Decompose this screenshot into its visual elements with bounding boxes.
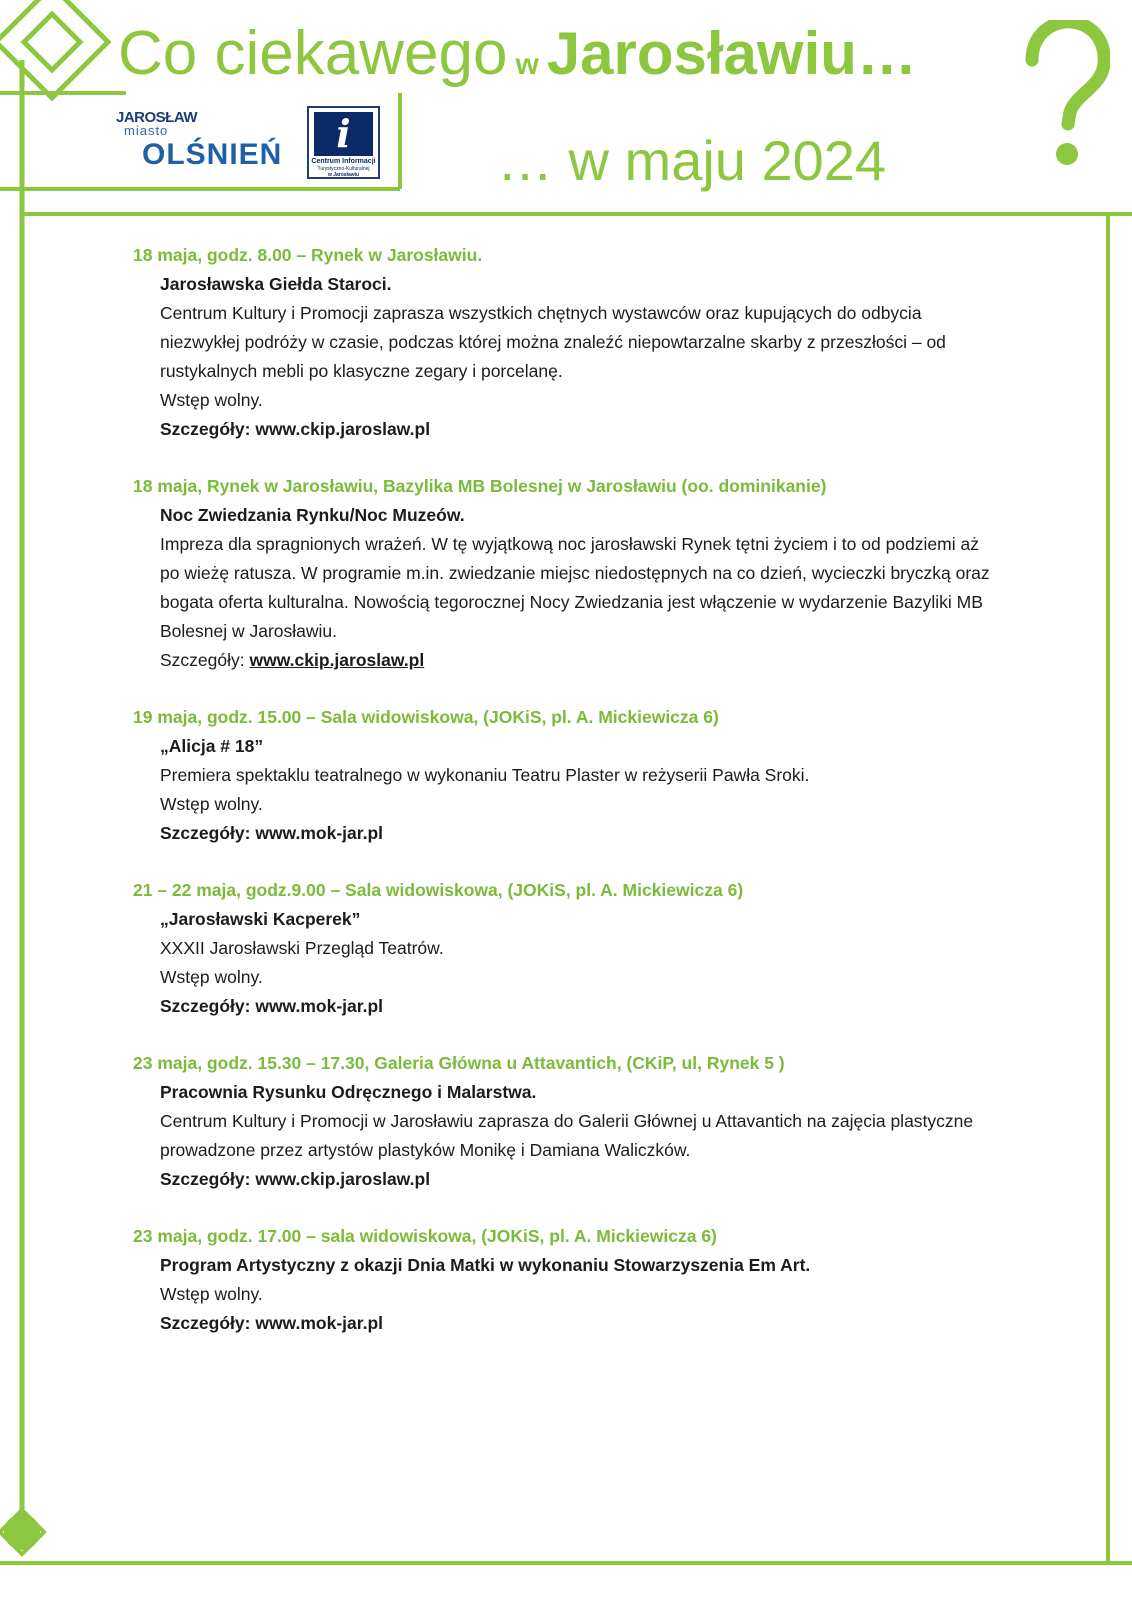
page-subtitle: … w maju 2024 xyxy=(497,129,887,192)
event-body xyxy=(133,270,993,444)
details-link[interactable]: www.ckip.jaroslaw.pl xyxy=(255,1169,431,1189)
city-logo-line2: miasto xyxy=(124,123,169,138)
event-description: Impreza dla spragnionych wrażeń. W tę wyjątkową noc jarosławski Rynek tętni życiem i to od podziemi aż po wieżę ratusza. W programie m.in. zwiedzanie miejsc niedostępnych na co dzień, wycieczki bryczką oraz bogata oferta kulturalna. Nowością tegorocznej Nocy Zwiedzania jest włączenie w wydarzenie Bazyliki MB Bolesnej w Jarosławiu. xyxy=(160,534,990,641)
details-link[interactable]: www.mok-jar.pl xyxy=(255,996,384,1016)
info-icon: i xyxy=(314,112,373,156)
event-header: 18 maja, godz. 8.00 – Rynek w Jarosławiu. xyxy=(133,245,483,265)
details-link[interactable]: www.mok-jar.pl xyxy=(255,823,384,843)
question-mark-icon xyxy=(1020,20,1110,170)
title-city: Jarosławiu… xyxy=(546,20,917,87)
event-header: 21 – 22 maja, godz.9.00 – Sala widowiskowa, (JOKiS, pl. A. Mickiewicza 6) xyxy=(133,880,744,900)
event-name: Program Artystyczny z okazji Dnia Matki w wykonaniu Stowarzyszenia Em Art. xyxy=(160,1255,811,1275)
event-name: Noc Zwiedzania Rynku/Noc Muzeów. xyxy=(160,505,465,525)
event-item xyxy=(133,472,993,675)
event-header: 23 maja, godz. 15.30 – 17.30, Galeria Główna u Attavantich, (CKiP, ul, Rynek 5 ) xyxy=(133,1053,785,1073)
event-item xyxy=(133,1222,993,1338)
details-link[interactable]: www.ckip.jaroslaw.pl xyxy=(255,419,431,439)
event-item xyxy=(133,241,993,444)
details-link[interactable]: www.ckip.jaroslaw.pl xyxy=(249,650,425,670)
event-body xyxy=(133,501,993,675)
event-details xyxy=(160,992,993,1021)
event-body xyxy=(133,1078,993,1194)
event-item xyxy=(133,876,993,1021)
event-name: „Alicja # 18” xyxy=(160,736,264,756)
event-name: „Jarosławski Kacperek” xyxy=(160,909,361,929)
details-label: Szczegóły: xyxy=(160,419,251,439)
event-body xyxy=(133,1251,993,1338)
details-label: Szczegóły: xyxy=(160,823,251,843)
event-description: XXXII Jarosławski Przegląd Teatrów. xyxy=(160,938,444,958)
event-item xyxy=(133,1049,993,1194)
jaroslaw-city-logo xyxy=(113,108,283,186)
event-entry: Wstęp wolny. xyxy=(160,794,263,814)
event-description: Centrum Kultury i Promocji w Jarosławiu zaprasza do Galerii Głównej u Attavantich na zajęcia plastyczne prowadzone przez artystów plastyków Monikę i Damiana Waliczków. xyxy=(160,1111,974,1160)
event-header: 18 maja, Rynek w Jarosławiu, Bazylika MB Bolesnej w Jarosławiu (oo. dominikanie) xyxy=(133,476,827,496)
info-logo-caption2: Turystyczno-Kulturalnej xyxy=(317,166,370,172)
event-body xyxy=(133,732,993,848)
tourist-information-logo xyxy=(307,106,380,179)
details-label: Szczegóły: xyxy=(160,650,245,670)
event-entry: Wstęp wolny. xyxy=(160,967,263,987)
details-label: Szczegóły: xyxy=(160,1169,251,1189)
info-logo-caption1: Centrum Informacji xyxy=(311,158,376,165)
event-details xyxy=(160,646,993,675)
details-link[interactable]: www.mok-jar.pl xyxy=(255,1313,384,1333)
event-description: Premiera spektaklu teatralnego w wykonaniu Teatru Plaster w reżyserii Pawła Sroki. xyxy=(160,765,810,785)
event-list xyxy=(133,241,993,1366)
event-header: 19 maja, godz. 15.00 – Sala widowiskowa, (JOKiS, pl. A. Mickiewicza 6) xyxy=(133,707,719,727)
event-entry: Wstęp wolny. xyxy=(160,390,263,410)
event-details xyxy=(160,819,993,848)
city-logo-line3: OLŚNIEŃ xyxy=(142,138,283,171)
event-body xyxy=(133,905,993,1021)
event-item xyxy=(133,703,993,848)
title-part1: Co ciekawego xyxy=(118,19,508,88)
details-label: Szczegóły: xyxy=(160,996,251,1016)
event-details xyxy=(160,415,993,444)
corner-diamond-inner xyxy=(24,14,80,70)
event-name: Jarosławska Giełda Staroci. xyxy=(160,274,392,294)
title-small-w: w xyxy=(515,48,539,81)
info-logo-caption3: w Jarosławiu xyxy=(327,172,360,178)
event-description: Centrum Kultury i Promocji zaprasza wszystkich chętnych wystawców oraz kupujących do odbycia niezwykłej podróży w czasie, podczas której można znaleźć niepowtarzalne skarby z przeszłości – od rustykalnych mebli po klasyczne zegary i porcelanę. xyxy=(160,303,946,381)
details-label: Szczegóły: xyxy=(160,1313,251,1333)
event-name: Pracownia Rysunku Odręcznego i Malarstwa. xyxy=(160,1082,537,1102)
city-logo-line1: JAROSŁAW xyxy=(116,109,198,126)
event-details xyxy=(160,1165,993,1194)
event-entry: Wstęp wolny. xyxy=(160,1284,263,1304)
event-details xyxy=(160,1309,993,1338)
bottom-circle xyxy=(4,1514,40,1550)
page-title xyxy=(118,14,917,105)
event-header: 23 maja, godz. 17.00 – sala widowiskowa, (JOKiS, pl. A. Mickiewicza 6) xyxy=(133,1226,717,1246)
